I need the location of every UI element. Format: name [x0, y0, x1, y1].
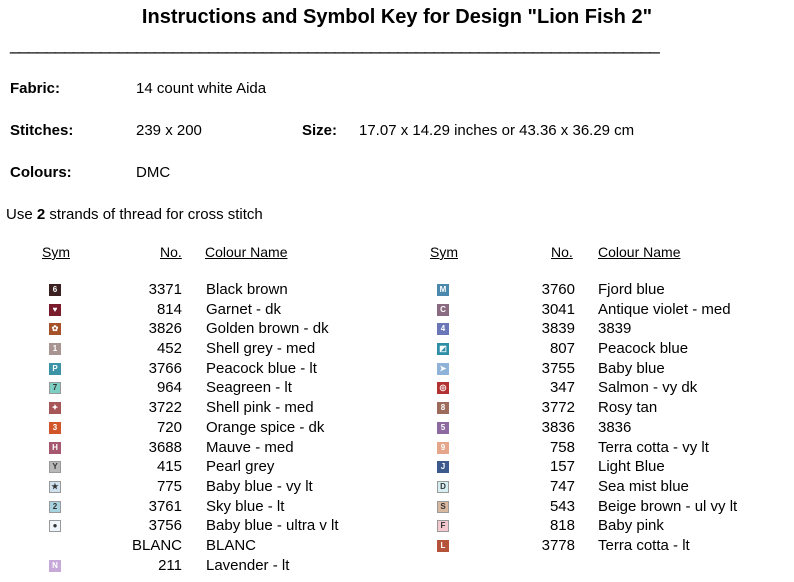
- symbol-key-row: [0, 399, 794, 419]
- symbol-key-row: [0, 301, 794, 321]
- colour-name: BLANC: [206, 536, 257, 554]
- symbol-key-row: [0, 498, 794, 518]
- thread-symbol-icon: F: [437, 520, 449, 532]
- colour-name: Peacock blue: [598, 340, 689, 358]
- colour-name: Lavender - lt: [206, 556, 290, 574]
- dmc-number: 814: [156, 300, 182, 318]
- thread-symbol-icon: 3: [49, 422, 61, 434]
- strand-instruction: Use 2 strands of thread for cross stitch: [6, 206, 263, 223]
- dmc-number: 157: [549, 458, 575, 476]
- thread-symbol-icon: J: [437, 461, 449, 473]
- colour-name: Baby blue: [598, 359, 665, 377]
- header-no-left: No.: [160, 244, 182, 260]
- thread-symbol-icon: ★: [49, 481, 61, 493]
- colour-name: Terra cotta - vy lt: [598, 438, 709, 456]
- dmc-number: 3760: [541, 281, 575, 298]
- colours-label: Colours:: [10, 164, 72, 181]
- dmc-number: 775: [156, 477, 182, 495]
- colour-name: Beige brown - ul vy lt: [598, 497, 738, 515]
- colour-name: Sky blue - lt: [206, 497, 285, 515]
- thread-symbol-icon: S: [437, 501, 449, 513]
- colours-value: DMC: [136, 164, 171, 181]
- colour-name: Baby blue - vy lt: [206, 477, 313, 495]
- dmc-number: 964: [156, 379, 182, 397]
- colour-name: Garnet - dk: [206, 300, 282, 318]
- strand-count: 2: [36, 206, 46, 223]
- symbol-key-row: [0, 557, 400, 577]
- header-colour-name-left: Colour Name: [205, 244, 288, 260]
- thread-symbol-icon: ➤: [437, 363, 449, 375]
- stitches-label: Stitches:: [10, 122, 74, 139]
- dmc-number: 807: [549, 340, 575, 358]
- dmc-number: 211: [158, 556, 182, 574]
- title-underline: ________________________________________________________________________: [10, 34, 659, 54]
- page-title: Instructions and Symbol Key for Design "Lion Fish 2": [141, 6, 653, 28]
- colour-name: Black brown: [206, 281, 288, 298]
- dmc-number: 747: [549, 477, 575, 495]
- symbol-key-row: [0, 281, 794, 301]
- thread-symbol-icon: ◎: [437, 382, 449, 394]
- colour-name: Pearl grey: [206, 458, 275, 476]
- colour-name: Baby pink: [598, 517, 664, 535]
- symbol-key-row: [0, 360, 794, 380]
- symbol-key-row: [0, 537, 794, 557]
- colour-name: Fjord blue: [598, 281, 665, 298]
- colour-name: Peacock blue - lt: [206, 359, 317, 377]
- thread-symbol-icon: 6: [49, 284, 61, 296]
- dmc-number: 818: [549, 517, 575, 535]
- symbol-key-row: [0, 320, 794, 340]
- symbol-key-row: [0, 419, 794, 439]
- dmc-number: 543: [549, 497, 575, 515]
- stitches-value: 239 x 200: [136, 122, 202, 139]
- thread-symbol-icon: Y: [49, 461, 61, 473]
- dmc-number: 3722: [148, 399, 182, 417]
- colour-name: Light Blue: [598, 458, 665, 476]
- dmc-number: 415: [156, 458, 182, 476]
- fabric-label: Fabric:: [10, 80, 61, 97]
- thread-symbol-icon: N: [49, 560, 61, 572]
- colour-name: Sea mist blue: [598, 477, 689, 495]
- colour-name: Terra cotta - lt: [598, 536, 690, 554]
- size-value: 17.07 x 14.29 inches or 43.36 x 36.29 cm: [359, 122, 635, 139]
- symbol-key-row: [0, 478, 794, 498]
- dmc-number: 3755: [541, 359, 575, 377]
- colour-name: Baby blue - ultra v lt: [206, 517, 339, 535]
- thread-symbol-icon: ●: [49, 520, 61, 532]
- colour-name: 3839: [598, 320, 632, 338]
- thread-symbol-icon: ♥: [49, 304, 61, 316]
- symbol-key-right: [0, 281, 794, 557]
- dmc-number: 3839: [541, 320, 575, 338]
- symbol-key-row: [0, 517, 794, 537]
- dmc-number: 3836: [541, 418, 575, 436]
- dmc-number: 3041: [541, 300, 575, 318]
- header-sym-right: Sym: [430, 244, 458, 260]
- thread-symbol-icon: P: [49, 363, 61, 375]
- thread-symbol-icon: 9: [437, 442, 449, 454]
- thread-symbol-icon: ✦: [49, 402, 61, 414]
- thread-symbol-icon: ◩: [437, 343, 449, 355]
- thread-symbol-icon: M: [437, 284, 449, 296]
- dmc-number: 3761: [148, 497, 182, 515]
- colour-name: Salmon - vy dk: [598, 379, 698, 397]
- dmc-number: 3688: [148, 438, 182, 456]
- colour-name: Shell grey - med: [206, 340, 316, 358]
- thread-symbol-icon: 5: [437, 422, 449, 434]
- dmc-number: 347: [549, 379, 575, 397]
- dmc-number: 720: [156, 418, 182, 436]
- dmc-number: 3778: [541, 536, 575, 554]
- colour-name: Seagreen - lt: [206, 379, 292, 397]
- thread-symbol-icon: 8: [437, 402, 449, 414]
- header-sym-left: Sym: [42, 244, 70, 260]
- symbol-key-row: [0, 439, 794, 459]
- symbol-key-row: [0, 379, 794, 399]
- dmc-number: 3772: [541, 399, 575, 417]
- dmc-number: 3766: [148, 359, 182, 377]
- dmc-number: 3756: [148, 517, 182, 535]
- thread-symbol-icon: C: [437, 304, 449, 316]
- thread-symbol-icon: 1: [49, 343, 61, 355]
- dmc-number: 758: [549, 438, 575, 456]
- header-no-right: No.: [551, 244, 573, 260]
- thread-symbol-icon: ✿: [49, 323, 61, 335]
- colour-name: Mauve - med: [206, 438, 294, 456]
- thread-symbol-icon: L: [437, 540, 449, 552]
- thread-symbol-icon: H: [49, 442, 61, 454]
- fabric-value: 14 count white Aida: [136, 80, 267, 97]
- header-colour-name-right: Colour Name: [598, 244, 681, 260]
- colour-name: 3836: [598, 418, 632, 436]
- thread-symbol-icon: 7: [49, 382, 61, 394]
- symbol-key-row: [0, 340, 794, 360]
- thread-symbol-icon: D: [437, 481, 449, 493]
- thread-symbol-icon: 2: [49, 501, 61, 513]
- colour-name: Shell pink - med: [206, 399, 314, 417]
- size-label: Size:: [302, 122, 338, 139]
- symbol-key-row: [0, 458, 794, 478]
- dmc-number: 3826: [148, 320, 182, 338]
- colour-name: Orange spice - dk: [206, 418, 325, 436]
- dmc-number: BLANC: [131, 536, 182, 554]
- thread-symbol-icon: 4: [437, 323, 449, 335]
- dmc-number: 452: [156, 340, 182, 358]
- colour-name: Rosy tan: [598, 399, 658, 417]
- colour-name: Golden brown - dk: [206, 320, 329, 338]
- dmc-number: 3371: [148, 281, 182, 298]
- colour-name: Antique violet - med: [598, 300, 731, 318]
